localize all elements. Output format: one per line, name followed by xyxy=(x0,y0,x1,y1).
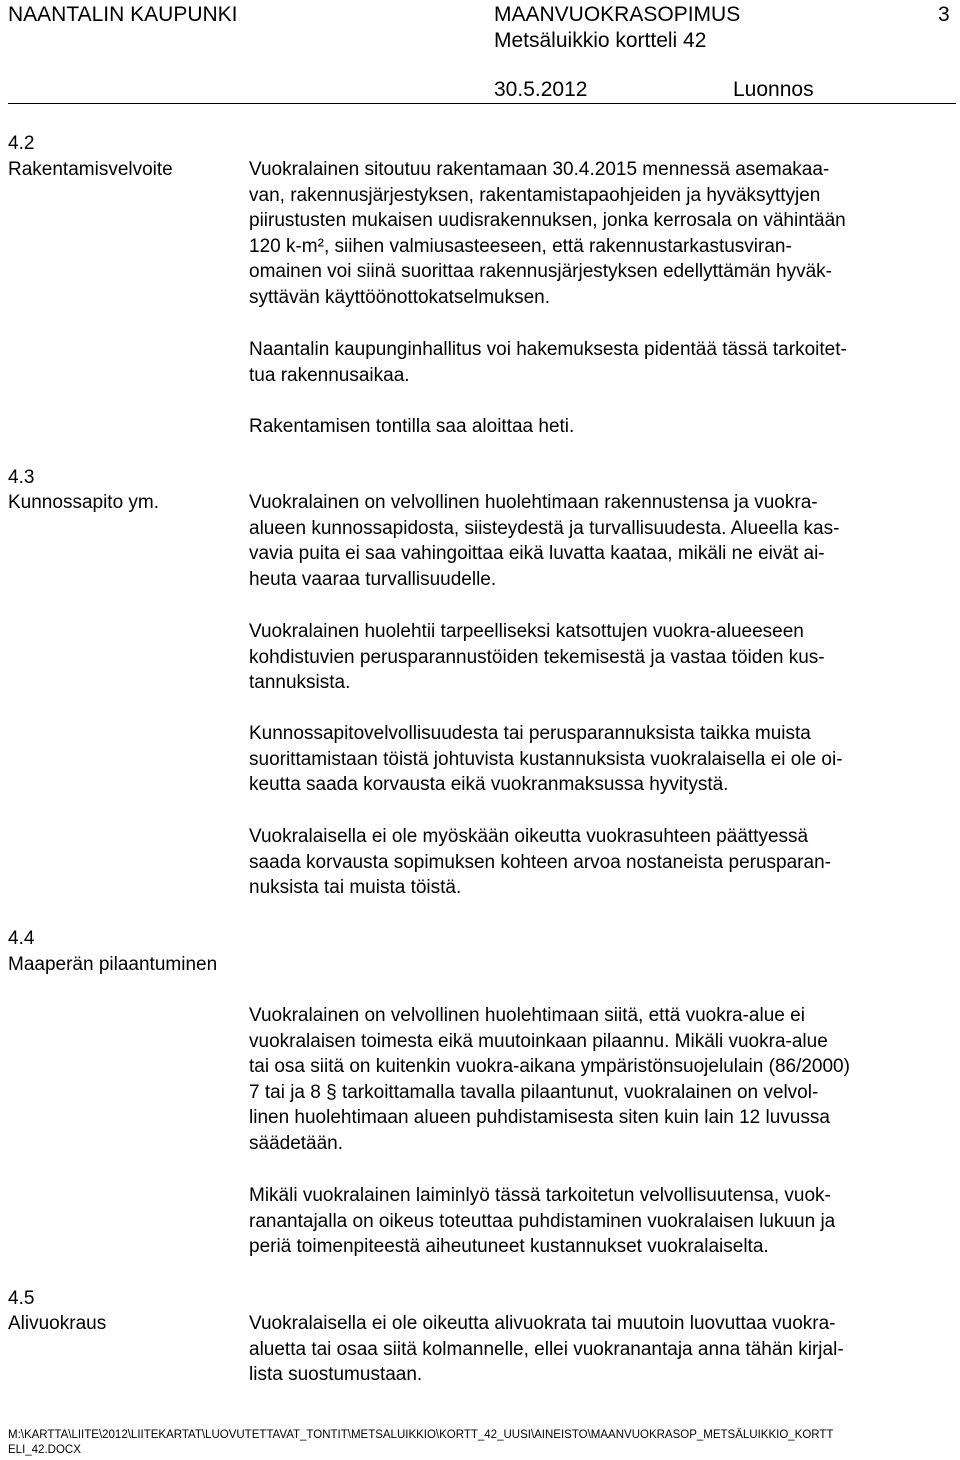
section-number: 4.2 xyxy=(8,133,35,154)
section-number: 4.3 xyxy=(8,467,35,488)
text-line: syttävän käyttöönottokatselmuksen. xyxy=(249,286,550,308)
text-line: Vuokralainen sitoutuu rakentamaan 30.4.2015 mennessä asemakaa- xyxy=(249,159,830,180)
page-number: 3 xyxy=(938,3,950,26)
text-line: keutta saada korvausta eikä vuokranmaksussa hyvitystä. xyxy=(249,774,729,796)
text-line: säädetään. xyxy=(249,1132,344,1154)
text-line: piirustusten mukaisen uudisrakennuksen, jonka kerrosala on vähintään xyxy=(249,210,846,232)
paragraph xyxy=(249,1183,955,1260)
header-rule xyxy=(8,103,956,104)
text-line: Rakentamisen tontilla saa aloittaa heti. xyxy=(249,416,575,437)
text-line: vuokralaisen toimesta eikä muutoinkaan pilaannu. Mikäli vuokra-alue xyxy=(249,1030,828,1052)
paragraph xyxy=(249,824,955,901)
text-line: Vuokralaisella ei ole myöskään oikeutta vuokrasuhteen päättyessä xyxy=(249,826,809,847)
section-title: Maaperän pilaantuminen xyxy=(8,954,218,975)
text-line: omainen voi siinä suorittaa rakennusjärjestyksen edellyttämän hyväk- xyxy=(249,261,832,283)
paragraph xyxy=(249,1311,955,1388)
text-line: van, rakennusjärjestyksen, rakentamistapaohjeiden ja hyväksyttyjen xyxy=(249,184,821,206)
paragraph xyxy=(249,490,955,592)
paragraph xyxy=(249,721,955,798)
document-status: Luonnos xyxy=(733,78,814,101)
text-line: tai osa siitä on kuitenkin vuokra-aikana ympäristönsuojelulain (86/2000) xyxy=(249,1056,850,1078)
section-title: Kunnossapito ym. xyxy=(8,492,160,513)
text-line: tua rakennusaikaa. xyxy=(249,364,410,386)
text-line: Vuokralaisella ei ole oikeutta alivuokrata tai muutoin luovuttaa vuokra- xyxy=(249,1313,836,1334)
text-line: tannuksista. xyxy=(249,672,351,694)
text-line: alueen kunnossapidosta, siisteydestä ja turvallisuudesta. Alueella kas- xyxy=(249,517,840,539)
text-line: vavia puita ei saa vahingoittaa eikä luvatta kaataa, mikäli ne eivät ai- xyxy=(249,543,825,565)
paragraph xyxy=(249,619,955,696)
text-line: Naantalin kaupunginhallitus voi hakemuksesta pidentää tässä tarkoitet- xyxy=(249,339,847,360)
file-path-line: M:\KARTTA\LIITE\2012\LIITEKARTAT\LUOVUTETTAVAT_TONTIT\METSALUIKKIO\KORTT_42_UUSI\AINEISTO\MAANVUOKRASOP_METSÄLUIKKIO_KORTT xyxy=(8,1429,834,1441)
text-line: heuta vaaraa turvallisuudelle. xyxy=(249,568,497,590)
text-line: 7 tai ja 8 § tarkoittamalla tavalla pilaantunut, vuokralainen on velvol- xyxy=(249,1081,819,1103)
document-date: 30.5.2012 xyxy=(494,78,588,101)
text-line: Vuokralainen on velvollinen huolehtimaan siitä, että vuokra-alue ei xyxy=(249,1005,805,1026)
text-line: Vuokralainen on velvollinen huolehtimaan rakennustensa ja vuokra- xyxy=(249,492,818,513)
text-line: Mikäli vuokralainen laiminlyö tässä tarkoitetun velvollisuutensa, vuok- xyxy=(249,1185,831,1206)
text-line: ranantajalla on oikeus toteuttaa puhdistaminen vuokralaisen lukuun ja xyxy=(249,1210,836,1232)
text-line: 120 k-m², siihen valmiusasteeseen, että rakennustarkastusviran- xyxy=(249,235,792,257)
text-line: Kunnossapitovelvollisuudesta tai perusparannuksista taikka muista xyxy=(249,723,811,744)
text-line: periä toimenpiteestä aiheutuneet kustannukset vuokralaiselta. xyxy=(249,1236,769,1258)
organization-name: NAANTALIN KAUPUNKI xyxy=(8,3,238,26)
paragraph xyxy=(249,337,955,388)
text-line: saada korvausta sopimuksen kohteen arvoa nostaneista perusparan- xyxy=(249,851,831,873)
document-title: MAANVUOKRASOPIMUS xyxy=(494,3,741,26)
section-title: Alivuokraus xyxy=(8,1313,107,1334)
paragraph xyxy=(249,414,955,440)
text-line: aluetta tai osaa siitä kolmannelle, ellei vuokranantaja anna tähän kirjal- xyxy=(249,1338,844,1360)
text-line: suorittamistaan töistä johtuvista kustannuksista vuokralaisella ei ole oi- xyxy=(249,748,843,770)
document-subtitle: Metsäluikkio kortteli 42 xyxy=(494,29,707,52)
text-line: Vuokralainen huolehtii tarpeelliseksi katsottujen vuokra-alueeseen xyxy=(249,621,804,642)
section-title: Rakentamisvelvoite xyxy=(8,159,173,180)
paragraph xyxy=(249,1003,955,1157)
section-number: 4.5 xyxy=(8,1288,35,1309)
text-line: lista suostumustaan. xyxy=(249,1364,423,1386)
file-path-line: ELI_42.DOCX xyxy=(8,1444,81,1456)
section-number: 4.4 xyxy=(8,928,35,949)
paragraph xyxy=(249,157,955,311)
text-line: kohdistuvien perusparannustöiden tekemisestä ja vastaa töiden kus- xyxy=(249,646,825,668)
text-line: nuksista tai muista töistä. xyxy=(249,877,462,899)
text-line: linen huolehtimaan alueen puhdistamisesta siten kuin lain 12 luvussa xyxy=(249,1107,830,1129)
